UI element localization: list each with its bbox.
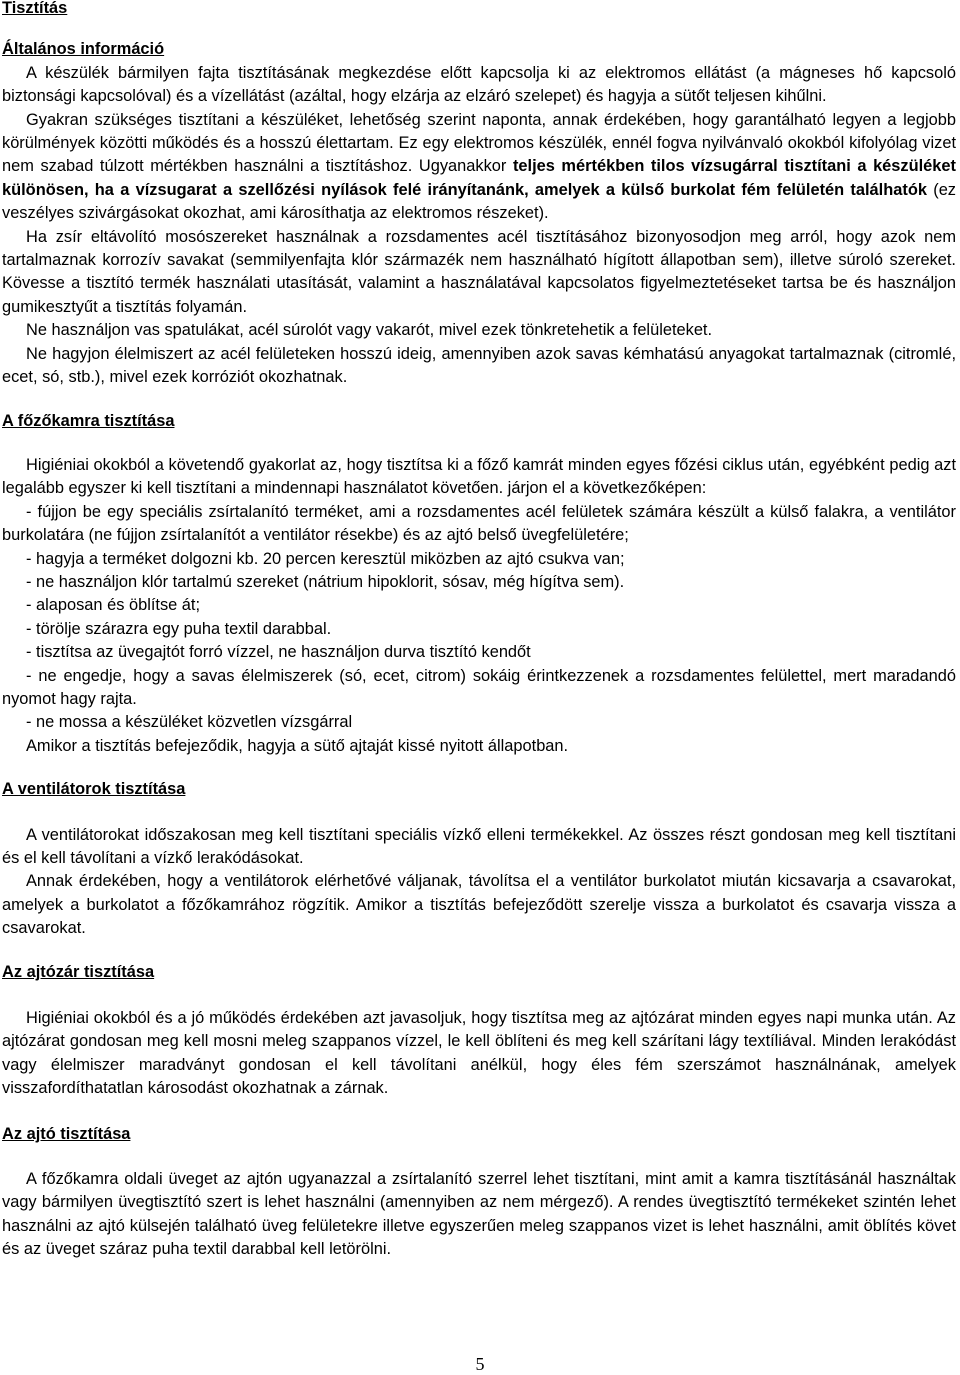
page-title: Tisztítás — [2, 0, 68, 17]
heading-door-cleaning: Az ajtó tisztítása — [2, 1124, 131, 1143]
paragraph-general-5: Ne hagyjon élelmiszert az acél felületeken hosszú ideig, amennyiben azok savas kémhatású anyagokat tartalmaznak (citromlé, ecet, só, stb.), mivel ezek korróziót okozhatnak. — [2, 344, 956, 387]
paragraph-lock-1: Higiéniai okokból és a jó működés érdekében azt javasoljuk, hogy tisztítsa meg az ajtózárat minden egyes napi munka után. Az ajtózárat gondosan meg kell mosni meleg szappanos vízzel, le kell öblíteni és meg kell szárítani lágy textíliával. Minden lerakódást vagy élelmiszer maradványt gondosan el kell távolítani anélkül, hogy éles fém szerszámot használnának, amelyek visszafordíthatatlan károsodást okozhatnak a zárnak. — [2, 1009, 956, 1098]
list-item: - ne használjon klór tartalmú szereket (nátrium hipoklorit, sósav, még hígítva sem). — [26, 572, 625, 591]
heading-fans-cleaning: A ventilátorok tisztítása — [2, 780, 186, 799]
paragraph-general-1: A készülék bármilyen fajta tisztításának megkezdése előtt kapcsolja ki az elektromos ellátást (a mágneses hő kapcsoló biztonsági kapcsolóval) és a vízellátást (azáltal, hogy elzárja az elzáró szelepet) és hagyja a sütőt teljesen kihűlni. — [2, 63, 956, 106]
paragraph-door-1: A főzőkamra oldali üveget az ajtón ugyanazzal a zsírtalanító szerrel lehet tisztítani, mint amit a kamra tisztításánál használtak vagy bármilyen üvegtisztító szert is lehet használni (amennyiben az nem mérgező). A rendes üvegtisztító termékeket szintén lehet használni az ajtó külsején található üveg felületekre illetve egyszerűen meleg szappanos vizet is lehet használni, amit öblítés követ és az üveget száraz puha textil darabbal kell letörölni. — [2, 1170, 956, 1259]
list-item: - ne engedje, hogy a savas élelmiszerek (só, ecet, citrom) sokáig érintkezzenek a rozsdamentes felülettel, mert maradandó nyomot hagy rajta. — [2, 666, 956, 708]
list-item: - fújjon be egy speciális zsírtalanító terméket, ami a rozsdamentes acél felületek számára készült a külső falakra, a ventilátor burkolatára (ne fújjon zsírtalanítót a ventilátor résekbe) és az ajtó belső üvegfelületére; — [2, 502, 956, 545]
heading-general-info: Általános információ — [2, 40, 165, 59]
page-number: 5 — [475, 1354, 485, 1374]
heading-lock-cleaning: Az ajtózár tisztítása — [2, 962, 155, 981]
paragraph-chamber-outro: Amikor a tisztítás befejeződik, hagyja a sütő ajtaját kissé nyitott állapotban. — [26, 736, 569, 755]
paragraph-general-2-warning: teljes mértékben tilos vízsugárral tisztítani a készüléket különösen, ha a vízsugarat a szellőzési nyílások felé irányítanánk, amelyek a külső burkolat fém felületén találhatók — [2, 157, 956, 199]
list-item: - alaposan és öblítse át; — [26, 596, 201, 615]
paragraph-fans-1: A ventilátorokat időszakosan meg kell tisztítani speciális vízkő elleni termékekkel. Az összes részt gondosan meg kell tisztítani és el kell távolítani a vízkő lerakódásokat. — [2, 825, 956, 867]
list-item: - tisztítsa az üvegajtót forró vízzel, ne használjon durva tisztító kendőt — [26, 643, 531, 662]
paragraph-general-2 — [2, 109, 956, 226]
list-item: - törölje szárazra egy puha textil darabbal. — [26, 619, 332, 638]
list-item: - ne mossa a készüléket közvetlen vízsgárral — [26, 713, 353, 732]
paragraph-general-3: Ha zsír eltávolító mosószereket használnak a rozsdamentes acél tisztításához bizonyosodjon meg arról, hogy azok nem tartalmaznak korrozív savakat (semmilyenfajta klór származék nem használható hígított állapotban sem), illetve súroló szereket. Kövesse a tisztító termék használati utasítását, valamint a használatával kapcsolatos figyelmeztetéseket tartsa be és használjon gumikesztyűt a tisztítás folyamán. — [2, 227, 956, 316]
paragraph-fans-2: Annak érdekében, hogy a ventilátorok elérhetővé váljanak, távolítsa el a ventilátor burkolatot miután kicsavarja a csavarokat, amelyek a burkolatot a főzőkamrához rögzítik. Amikor a tisztítás befejeződött szerelje vissza a burkolatot és csavarja vissza a csavarokat. — [2, 872, 956, 938]
heading-chamber-cleaning: A főzőkamra tisztítása — [2, 411, 175, 430]
paragraph-general-2-text-c: (ez veszélyes szivárgásokat okozhat, ami károsíthatja az elektromos részeket). — [2, 180, 957, 223]
paragraph-general-2-text-a: Gyakran szükséges tisztítani a készüléket, lehetőség szerint naponta, annak érdekében, hogy garantálható legyen a legjobb körülmények közötti működés és a hosszú élettartam. Ez egy elektromos készülék, ennél fogva nyilvánvaló okokból kifolyólag vizet nem szabad túlzott mértékben használni a tisztításhoz. Ugyanakkor — [2, 110, 956, 176]
page-content — [2, 0, 956, 1262]
list-item: - hagyja a terméket dolgozni kb. 20 percen keresztül miközben az ajtó csukva van; — [26, 549, 625, 568]
paragraph-general-4: Ne használjon vas spatulákat, acél súrolót vagy vakarót, mivel ezek tönkretehetik a felületeket. — [26, 321, 713, 340]
paragraph-chamber-intro: Higiéniai okokból a követendő gyakorlat az, hogy tisztítsa ki a főző kamrát minden egyes főzési ciklus után, egyébként pedig azt legalább egyszer ki kell tisztítani a mindennapi használatot követően. járjon el a következőképen: — [2, 455, 956, 498]
